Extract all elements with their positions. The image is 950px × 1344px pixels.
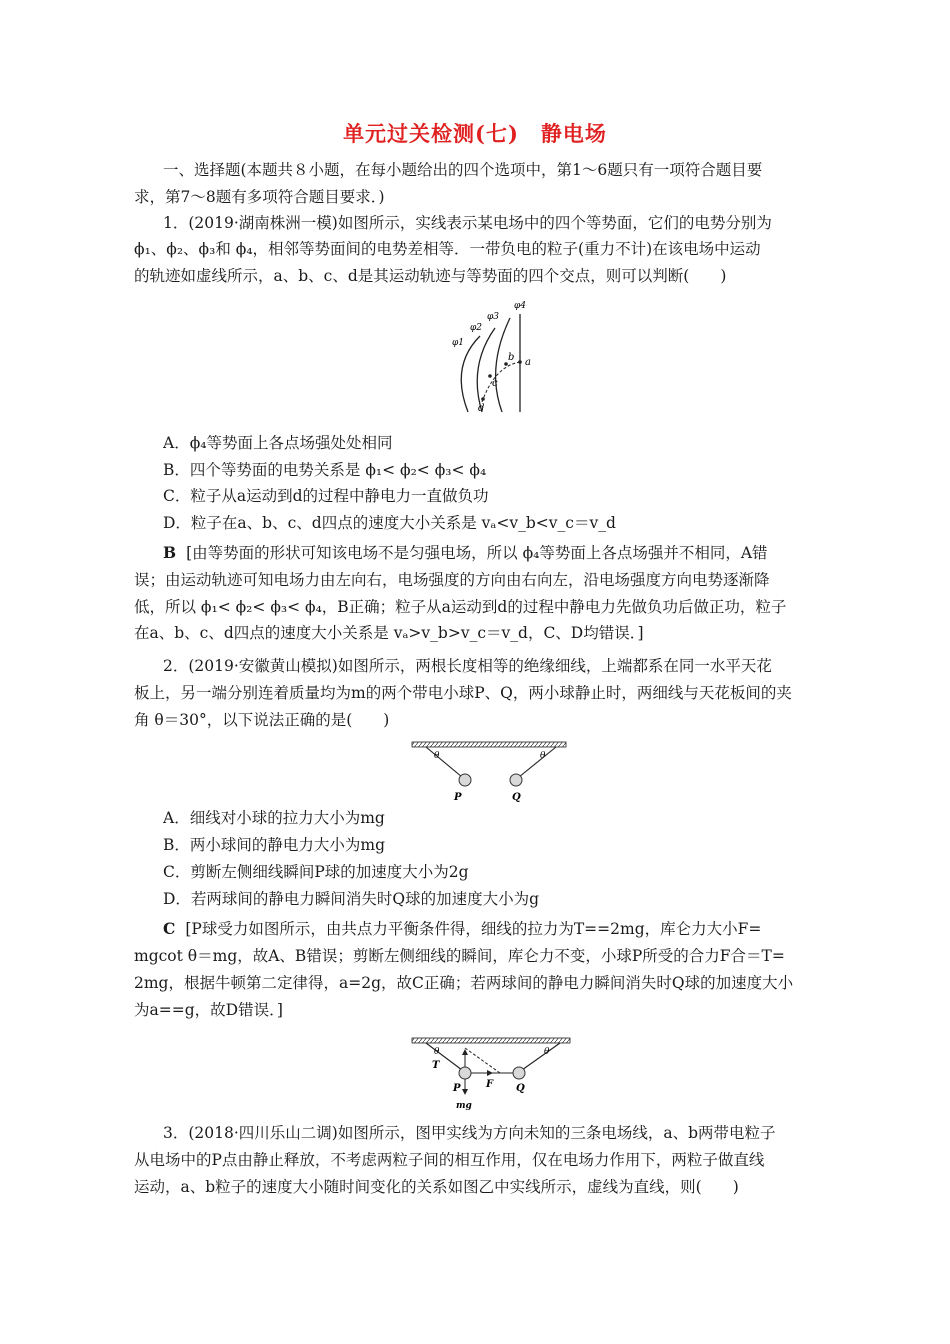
force-f-label: F bbox=[486, 1079, 494, 1090]
point-c-label: c bbox=[492, 378, 498, 389]
q2-option-d: D．若两球间的静电力瞬间消失时Q球的加速度大小为g bbox=[163, 890, 540, 908]
ball-q-label: Q bbox=[512, 792, 521, 802]
q2-answer-text: [P球受力如图所示，由共点力平衡条件得，细线的拉力为T==2mg，库仑力大小F= bbox=[185, 920, 762, 938]
q2-answer-line: 为a==g，故D错误．] bbox=[134, 1001, 283, 1019]
q1-answer-line: 在a、b、c、d四点的速度大小关系是 vₐ>v_b>v_c＝v_d，C、D均错误．] bbox=[134, 624, 644, 642]
q1-option-b: B．四个等势面的电势关系是 ϕ₁< ϕ₂< ϕ₃< ϕ₄ bbox=[163, 461, 487, 479]
q1-answer-line: 误；由运动轨迹可知电场力由左向右，电场强度的方向由右向左，沿电场强度方向电势逐渐降 bbox=[134, 571, 770, 589]
q2-force-diagram-figure bbox=[408, 1036, 574, 1116]
q2-option-c: C．剪断左侧细线瞬间P球的加速度大小为2g bbox=[163, 863, 469, 881]
q1-option-d: D．粒子在a、b、c、d四点的速度大小关系是 vₐ<v_b<v_c＝v_d bbox=[163, 514, 616, 532]
point-d-label: d bbox=[478, 403, 485, 414]
q1-stem-line: 1．(2019·湖南株洲一模)如图所示，实线表示某电场中的四个等势面，它们的电势分别为 bbox=[163, 214, 772, 232]
q2-stem-line: 2．(2019·安徽黄山模拟)如图所示，两根长度相等的绝缘细线，上端都系在同一水平天花 bbox=[163, 657, 772, 675]
phi3-label: φ3 bbox=[487, 312, 500, 322]
ball-q-label: Q bbox=[516, 1083, 525, 1094]
tension-t-label: T bbox=[432, 1060, 440, 1071]
q3-stem-line: 运动，a、b粒子的速度大小随时间变化的关系如图乙中实线所示，虚线为直线，则( ) bbox=[134, 1178, 739, 1196]
phi2-label: φ2 bbox=[470, 323, 483, 333]
q3-stem-line: 从电场中的P点由静止释放，不考虑两粒子间的相互作用，仅在电场力作用下，两粒子做直线 bbox=[134, 1151, 765, 1169]
q2-answer-line bbox=[163, 918, 824, 940]
q1-option-a: A．ϕ₄等势面上各点场强处处相同 bbox=[163, 434, 393, 452]
q2-answer-line: mgcot θ＝mg，故A、B错误；剪断左侧细线的瞬间，库仑力不变，小球P所受的合力F合＝T= bbox=[134, 947, 785, 965]
q2-option-a: A．细线对小球的拉力大小为mg bbox=[163, 809, 385, 827]
q1-answer-line bbox=[163, 542, 824, 564]
ball-p-label: P bbox=[454, 792, 462, 802]
q2-answer-line: 2mg，根据牛顿第二定律得，a=2g，故C正确；若两球间的静电力瞬间消失时Q球的加速度大小 bbox=[134, 974, 794, 992]
q1-answer-text: [由等势面的形状可知该电场不是匀强电场，所以 ϕ₄等势面上各点场强并不相同，A错 bbox=[186, 544, 768, 562]
q3-stem-line: 3．(2018·四川乐山二调)如图所示，图甲实线为方向未知的三条电场线，a、b两带电粒子 bbox=[163, 1124, 776, 1142]
theta-left-label: θ bbox=[434, 751, 440, 761]
ball-p-label: P bbox=[453, 1083, 461, 1094]
q2-answer-letter: C bbox=[163, 919, 176, 938]
theta-right-label: θ bbox=[544, 1047, 550, 1057]
section-intro-line: 求，第7～8题有多项符合题目要求．) bbox=[134, 188, 385, 206]
phi4-label: φ4 bbox=[514, 301, 527, 311]
section-intro-line: 一、选择题(本题共８小题，在每小题给出的四个选项中，第1～6题只有一项符合题目要 bbox=[163, 161, 763, 179]
q2-stem-line: 板上，另一端分别连着质量均为m的两个带电小球P、Q，两小球静止时，两细线与天花板间的夹 bbox=[134, 684, 792, 702]
q2-stem-line: 角 θ＝30°，以下说法正确的是( ) bbox=[134, 711, 390, 729]
q2-option-b: B．两小球间的静电力大小为mg bbox=[163, 836, 386, 854]
theta-left-label: θ bbox=[434, 1047, 440, 1057]
q1-equipotential-figure bbox=[440, 296, 550, 414]
theta-right-label: θ bbox=[540, 751, 546, 761]
phi1-label: φ1 bbox=[452, 338, 465, 348]
point-b-label: b bbox=[508, 352, 515, 363]
q1-stem-line: ϕ₁、ϕ₂、ϕ₃和 ϕ₄，相邻等势面间的电势差相等．一带负电的粒子(重力不计)在该电场中运动 bbox=[134, 240, 761, 258]
page-title: 单元过关检测(七) 静电场 bbox=[343, 121, 607, 146]
q1-answer-letter: B bbox=[163, 543, 177, 562]
q1-option-c: C．粒子从a运动到d的过程中静电力一直做负功 bbox=[163, 487, 489, 505]
weight-mg-label: mg bbox=[456, 1101, 472, 1111]
q1-stem-line: 的轨迹如虚线所示，a、b、c、d是其运动轨迹与等势面的四个交点，则可以判断( ) bbox=[134, 267, 727, 285]
point-a-label: a bbox=[525, 357, 531, 368]
q1-answer-line: 低，所以 ϕ₁< ϕ₂< ϕ₃< ϕ₄，B正确；粒子从a运动到d的过程中静电力先做负功后做正功，粒子 bbox=[134, 598, 787, 616]
q2-hanging-balls-figure bbox=[408, 740, 570, 802]
